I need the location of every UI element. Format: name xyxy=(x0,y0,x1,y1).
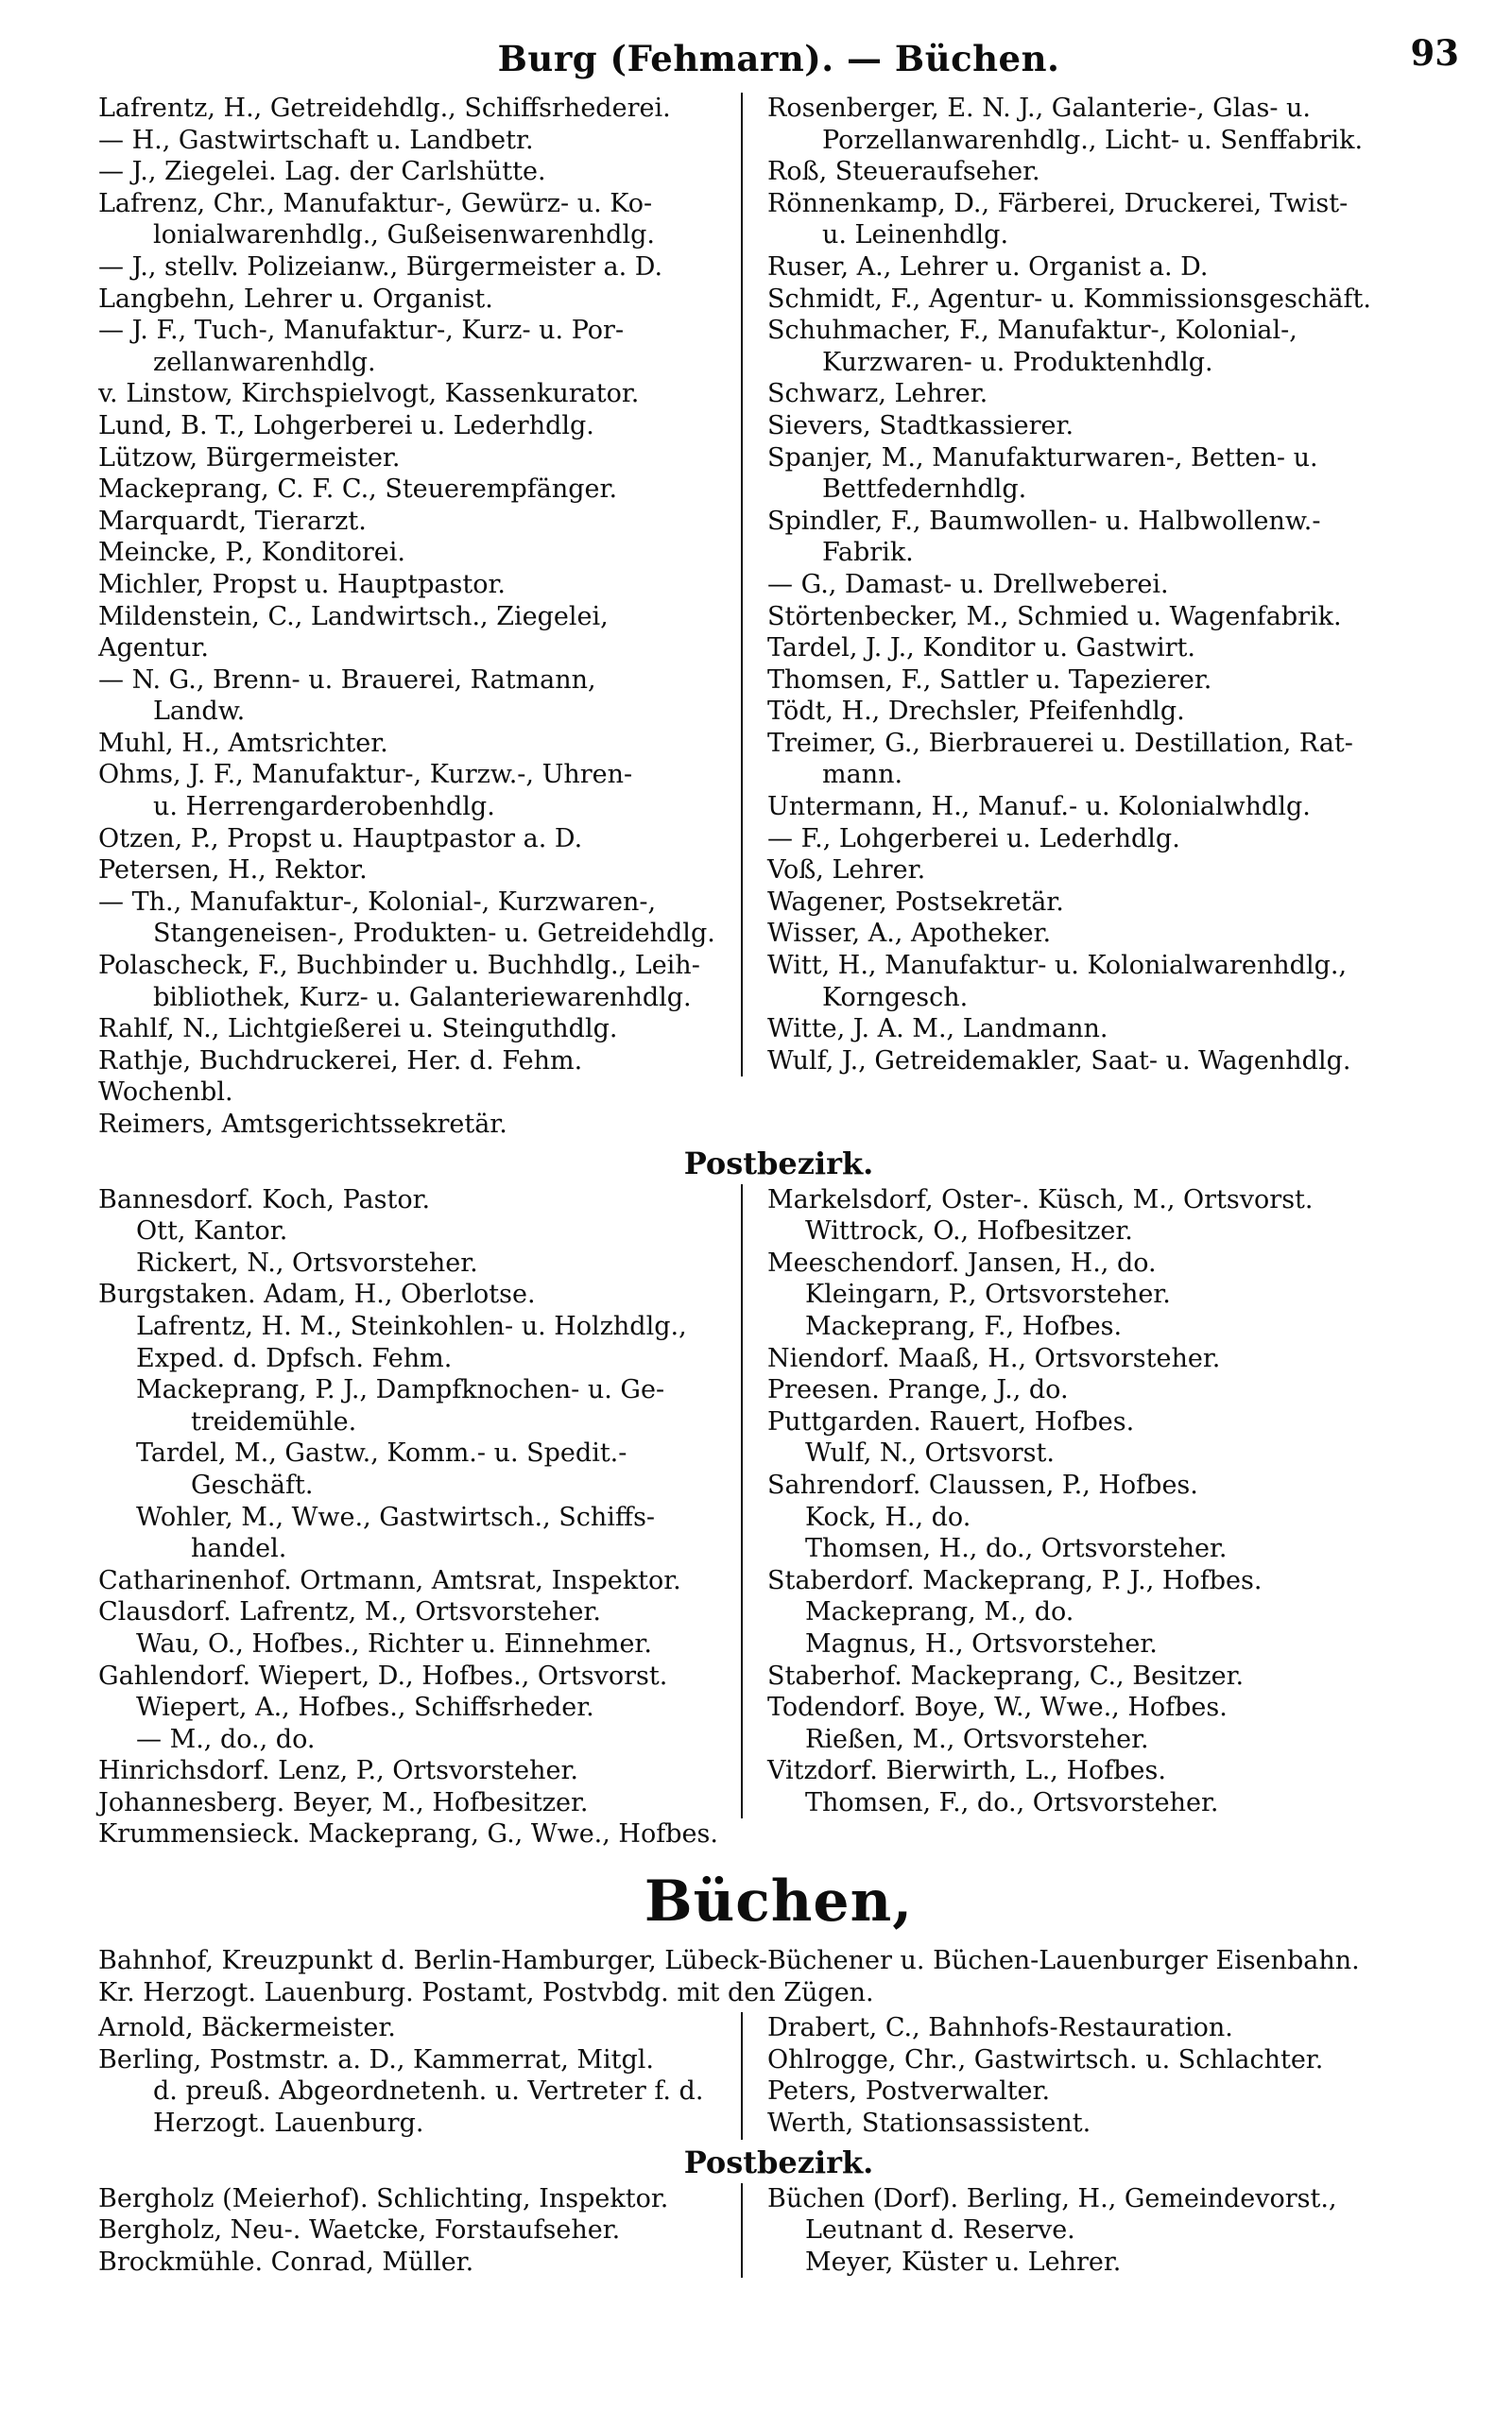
place-heading: Büchen, xyxy=(644,1869,914,1936)
entry-text: — H., Gastwirtschaft u. Landbetr. xyxy=(98,125,534,155)
entry-text: Burgstaken. Adam, H., Oberlotse. xyxy=(98,1280,536,1310)
entry-text: Wagener, Postsekretär. xyxy=(767,887,1064,917)
directory-entry xyxy=(98,1565,724,1597)
directory-entry xyxy=(98,728,724,760)
entry-text: Ohms, J. F., Manufaktur-, Kurzw.-, Uhren- xyxy=(98,760,633,790)
directory-entry xyxy=(98,1818,724,1851)
entry-text: Leutnant d. Reserve. xyxy=(805,2215,1075,2246)
entry-text: Spindler, F., Baumwollen- u. Halbwollenw.- xyxy=(767,506,1321,536)
entry-text: Rahlf, N., Lichtgießerei u. Steinguthdlg. xyxy=(98,1014,618,1044)
entry-text: Untermann, H., Manuf.- u. Kolonialwhdlg. xyxy=(767,792,1311,822)
directory-entry xyxy=(98,1724,724,1756)
directory-entry xyxy=(98,759,724,822)
entry-text: Reimers, Amtsgerichtssekretär. xyxy=(98,1110,507,1139)
entry-continuation: u. Leinenhdlg. xyxy=(822,220,1009,250)
entry-text: Catharinenhof. Ortmann, Amtsrat, Inspektor. xyxy=(98,1565,681,1595)
directory-entry xyxy=(767,664,1459,697)
directory-entry xyxy=(98,378,724,410)
entry-text: Thomsen, F., do., Ortsvorsteher. xyxy=(805,1787,1219,1817)
directory-entry xyxy=(98,601,724,664)
entry-continuation: lonialwarenhdlg., Gußeisenwarenhdlg. xyxy=(153,220,655,250)
directory-entry xyxy=(98,1502,724,1565)
entry-text: Exped. d. Dpfsch. Fehm. xyxy=(136,1343,453,1373)
directory-entry xyxy=(98,284,724,316)
entry-text: Ruser, A., Lehrer u. Organist a. D. xyxy=(767,251,1209,282)
postbezirk-heading: Postbezirk. xyxy=(683,2144,874,2180)
directory-entry xyxy=(98,410,724,442)
directory-entry xyxy=(98,1787,724,1819)
directory-entry xyxy=(98,2247,724,2279)
directory-entry xyxy=(98,251,724,284)
entry-text: Meeschendorf. Jansen, H., do. xyxy=(767,1248,1157,1278)
entry-text: Wau, O., Hofbes., Richter u. Einnehmer. xyxy=(136,1628,652,1659)
entry-text: Thomsen, H., do., Ortsvorsteher. xyxy=(805,1534,1228,1564)
directory-entry xyxy=(98,1311,724,1343)
entry-text: Rathje, Buchdruckerei, Her. d. Fehm. Wochenbl. xyxy=(98,1045,583,1108)
directory-entry xyxy=(98,1374,724,1438)
directory-entry xyxy=(767,442,1459,506)
directory-entry xyxy=(767,1248,1459,1280)
directory-entry xyxy=(767,188,1459,251)
directory-entry xyxy=(767,2214,1459,2247)
directory-entry xyxy=(98,2183,724,2215)
entry-text: Staberdorf. Mackeprang, P. J., Hofbes. xyxy=(767,1565,1263,1595)
entry-text: Peters, Postverwalter. xyxy=(767,2076,1051,2107)
entry-text: Sievers, Stadtkassierer. xyxy=(767,410,1074,440)
burg-left-column xyxy=(98,93,741,1141)
entry-text: Büchen (Dorf). Berling, H., Gemeindevorst., xyxy=(767,2183,1337,2213)
directory-entry xyxy=(767,1565,1459,1597)
entry-text: Mackeprang, C. F. C., Steuerempfänger. xyxy=(98,474,618,505)
directory-entry xyxy=(767,1184,1459,1216)
entry-text: Kleingarn, P., Ortsvorsteher. xyxy=(805,1280,1171,1310)
entry-text: Arnold, Bäckermeister. xyxy=(98,2013,396,2043)
entry-continuation: u. Herrengarderobenhdlg. xyxy=(153,792,495,822)
directory-entry xyxy=(767,1661,1459,1693)
directory-entry xyxy=(98,2214,724,2247)
entry-text: Thomsen, F., Sattler u. Tapezierer. xyxy=(767,664,1212,695)
postbezirk-heading: Postbezirk. xyxy=(683,1145,874,1181)
entry-text: Hinrichsdorf. Lenz, P., Ortsvorsteher. xyxy=(98,1756,578,1786)
postbezirk-right-column xyxy=(741,2183,1459,2279)
entry-continuation: Fabrik. xyxy=(822,538,914,568)
entry-text: Treimer, G., Bierbrauerei u. Destillation, Rat- xyxy=(767,728,1353,758)
burg-right-column xyxy=(741,93,1459,1076)
directory-entry xyxy=(98,1755,724,1787)
entry-continuation: Porzellanwarenhdlg., Licht- u. Senffabrik. xyxy=(822,125,1364,155)
directory-entry xyxy=(98,2012,724,2044)
directory-entry xyxy=(767,2075,1459,2108)
entry-text: Krummensieck. Mackeprang, G., Wwe., Hofbes. xyxy=(98,1819,718,1850)
directory-entry xyxy=(767,1215,1459,1248)
entry-text: — F., Lohgerberei u. Lederhdlg. xyxy=(767,823,1180,853)
directory-entry xyxy=(767,1533,1459,1565)
entry-text: Mackeprang, F., Hofbes. xyxy=(805,1311,1123,1341)
directory-entry xyxy=(98,537,724,569)
burg-postbezirk xyxy=(98,1184,1459,1851)
entry-text: Ohlrogge, Chr., Gastwirtsch. u. Schlachter. xyxy=(767,2044,1324,2075)
directory-entry xyxy=(98,315,724,378)
buechen-postbezirk xyxy=(98,2183,1459,2279)
directory-entry xyxy=(767,887,1459,919)
page-title: Burg (Fehmarn). — Büchen. xyxy=(497,38,1060,79)
entry-text: Mackeprang, M., do. xyxy=(805,1597,1074,1627)
intro-line: Kr. Herzogt. Lauenburg. Postamt, Postvbdg. mit den Zügen. xyxy=(98,1977,874,2007)
directory-entry xyxy=(98,506,724,538)
directory-entry xyxy=(767,1279,1459,1311)
entry-text: Rönnenkamp, D., Färberei, Druckerei, Twist- xyxy=(767,188,1349,218)
entry-text: Polascheck, F., Buchbinder u. Buchhdlg., Leih- xyxy=(98,951,700,981)
directory-entry xyxy=(767,854,1459,887)
directory-entry xyxy=(98,1596,724,1628)
postbezirk-right-column xyxy=(741,1184,1459,1819)
entry-text: Markelsdorf, Oster-. Küsch, M., Ortsvorst. xyxy=(767,1184,1314,1214)
directory-entry xyxy=(98,887,724,950)
entry-text: Bannesdorf. Koch, Pastor. xyxy=(98,1184,431,1214)
directory-entry xyxy=(98,950,724,1013)
entry-text: Ott, Kantor. xyxy=(136,1216,288,1247)
entry-continuation: Landw. xyxy=(153,697,246,727)
entry-text: Witt, H., Manufaktur- u. Kolonialwarenhdlg., xyxy=(767,951,1348,981)
directory-entry xyxy=(767,2108,1459,2140)
entry-text: Meincke, P., Konditorei. xyxy=(98,538,405,568)
entry-text: Rickert, N., Ortsvorsteher. xyxy=(136,1248,478,1278)
entry-text: Lund, B. T., Lohgerberei u. Lederhdlg. xyxy=(98,410,594,440)
entry-text: Wittrock, O., Hofbesitzer. xyxy=(805,1216,1133,1247)
directory-entry xyxy=(767,1502,1459,1534)
entry-text: Langbehn, Lehrer u. Organist. xyxy=(98,284,493,314)
entry-text: Wulf, J., Getreidemakler, Saat- u. Wagenhdlg. xyxy=(767,1045,1351,1076)
directory-entry xyxy=(767,1787,1459,1819)
entry-text: Wulf, N., Ortsvorst. xyxy=(805,1438,1055,1469)
entry-text: Witte, J. A. M., Landmann. xyxy=(767,1014,1108,1044)
entry-text: Petersen, H., Rektor. xyxy=(98,855,368,886)
directory-entry xyxy=(767,93,1459,156)
entry-text: Otzen, P., Propst u. Hauptpastor a. D. xyxy=(98,823,583,853)
directory-entry xyxy=(767,1692,1459,1724)
entry-text: Clausdorf. Lafrentz, M., Ortsvorsteher. xyxy=(98,1597,601,1627)
directory-entry xyxy=(767,1343,1459,1375)
entry-text: Tardel, M., Gastw., Komm.- u. Spedit.- xyxy=(136,1438,627,1469)
directory-entry xyxy=(767,2044,1459,2076)
directory-entry xyxy=(98,664,724,728)
directory-entry xyxy=(98,854,724,887)
entry-text: Werth, Stationsassistent. xyxy=(767,2109,1091,2139)
entry-text: Lafrentz, H., Getreidehdlg., Schiffsrhederei. xyxy=(98,94,671,123)
entry-text: Michler, Propst u. Hauptpastor. xyxy=(98,569,506,599)
directory-entry xyxy=(767,1724,1459,1756)
directory-entry xyxy=(767,1013,1459,1045)
directory-entry xyxy=(98,1343,724,1375)
entry-text: Mackeprang, P. J., Dampfknochen- u. Ge- xyxy=(136,1375,665,1405)
directory-entry xyxy=(98,1045,724,1109)
directory-entry xyxy=(767,506,1459,569)
directory-entry xyxy=(767,950,1459,1013)
entry-text: — J. F., Tuch-, Manufaktur-, Kurz- u. Por- xyxy=(98,316,625,346)
directory-entry xyxy=(767,791,1459,823)
directory-entry xyxy=(98,2044,724,2140)
entry-text: Wohler, M., Wwe., Gastwirtsch., Schiffs- xyxy=(136,1502,656,1532)
directory-entry xyxy=(767,1311,1459,1343)
entry-text: Vitzdorf. Bierwirth, L., Hofbes. xyxy=(767,1756,1166,1786)
entry-text: — Th., Manufaktur-, Kolonial-, Kurzwaren-, xyxy=(98,887,657,917)
directory-entry xyxy=(98,125,724,157)
directory-entry xyxy=(98,188,724,251)
directory-entry xyxy=(767,1374,1459,1406)
entry-text: Berling, Postmstr. a. D., Kammerrat, Mitgl. xyxy=(98,2044,654,2075)
directory-entry xyxy=(767,569,1459,601)
burg-residents xyxy=(98,93,1459,1141)
entry-text: Wisser, A., Apotheker. xyxy=(767,919,1052,949)
entry-text: Todendorf. Boye, W., Wwe., Hofbes. xyxy=(767,1693,1228,1723)
entry-text: Muhl, H., Amtsrichter. xyxy=(98,728,388,758)
directory-entry xyxy=(767,2247,1459,2279)
directory-entry xyxy=(98,569,724,601)
directory-entry xyxy=(98,1215,724,1248)
entry-text: — G., Damast- u. Drellweberei. xyxy=(767,569,1169,599)
entry-text: Gahlendorf. Wiepert, D., Hofbes., Ortsvorst. xyxy=(98,1661,668,1691)
directory-entry xyxy=(98,1628,724,1661)
entry-text: Roß, Steueraufseher. xyxy=(767,157,1040,187)
directory-entry xyxy=(767,601,1459,633)
buechen-residents xyxy=(98,2012,1459,2139)
entry-text: Tardel, J. J., Konditor u. Gastwirt. xyxy=(767,633,1195,663)
page-number: 93 xyxy=(1410,32,1459,74)
buechen-left-column xyxy=(98,2012,741,2139)
directory-entry xyxy=(767,410,1459,442)
page-header xyxy=(98,25,1459,93)
entry-text: — M., do., do. xyxy=(136,1724,316,1754)
directory-entry xyxy=(98,1109,724,1141)
entry-continuation: d. preuß. Abgeordnetenh. u. Vertreter f. d. xyxy=(153,2076,704,2107)
directory-entry xyxy=(767,2183,1459,2215)
directory-entry xyxy=(98,1692,724,1724)
entry-continuation: Kurzwaren- u. Produktenhdlg. xyxy=(822,347,1213,377)
directory-entry xyxy=(767,156,1459,188)
buechen-right-column xyxy=(741,2012,1459,2139)
entry-text: — J., stellv. Polizeianw., Bürgermeister a. D. xyxy=(98,251,663,282)
directory-entry xyxy=(767,1628,1459,1661)
entry-text: — N. G., Brenn- u. Brauerei, Ratmann, xyxy=(98,664,596,695)
directory-entry xyxy=(767,315,1459,378)
directory-entry xyxy=(767,378,1459,410)
entry-text: Tödt, H., Drechsler, Pfeifenhdlg. xyxy=(767,697,1185,727)
intro-line: Bahnhof, Kreuzpunkt d. Berlin-Hamburger, Lübeck-Büchener u. Büchen-Lauenburger Eisenbahn. xyxy=(98,1946,1360,1976)
directory-entry xyxy=(98,93,724,125)
entry-text: Staberhof. Mackeprang, C., Besitzer. xyxy=(767,1661,1245,1691)
entry-text: Sahrendorf. Claussen, P., Hofbes. xyxy=(767,1470,1198,1500)
entry-text: Preesen. Prange, J., do. xyxy=(767,1375,1069,1405)
directory-entry xyxy=(767,696,1459,728)
entry-text: Störtenbecker, M., Schmied u. Wagenfabrik. xyxy=(767,601,1342,631)
directory-entry xyxy=(767,632,1459,664)
entry-text: Rießen, M., Ortsvorsteher. xyxy=(805,1724,1149,1754)
entry-continuation: bibliothek, Kurz- u. Galanteriewarenhdlg. xyxy=(153,982,692,1012)
entry-text: Schwarz, Lehrer. xyxy=(767,379,988,409)
entry-continuation: Stangeneisen-, Produkten- u. Getreidehdlg. xyxy=(153,919,715,949)
entry-text: Drabert, C., Bahnhofs-Restauration. xyxy=(767,2013,1233,2043)
directory-entry xyxy=(767,823,1459,855)
postbezirk-left-column xyxy=(98,1184,741,1851)
entry-continuation: Bettfedernhdlg. xyxy=(822,474,1027,505)
entry-text: Mildenstein, C., Landwirtsch., Ziegelei, Agentur. xyxy=(98,601,609,663)
place-intro xyxy=(98,1945,1459,2008)
directory-entry xyxy=(767,251,1459,284)
directory-entry xyxy=(98,1438,724,1501)
directory-entry xyxy=(98,442,724,474)
entry-continuation: treidemühle. xyxy=(191,1406,357,1437)
entry-text: Schmidt, F., Agentur- u. Kommissionsgeschäft. xyxy=(767,284,1371,314)
directory-entry xyxy=(98,1184,724,1216)
entry-text: Wiepert, A., Hofbes., Schiffsrheder. xyxy=(136,1693,594,1723)
directory-entry xyxy=(98,1013,724,1045)
entry-continuation: mann. xyxy=(822,760,903,790)
entry-text: Bergholz (Meierhof). Schlichting, Inspektor. xyxy=(98,2183,669,2213)
directory-entry xyxy=(767,1470,1459,1502)
directory-entry xyxy=(98,474,724,506)
entry-text: Lafrentz, H. M., Steinkohlen- u. Holzhdlg., xyxy=(136,1311,687,1341)
directory-entry xyxy=(98,1661,724,1693)
entry-continuation: Korngesch. xyxy=(822,982,969,1012)
entry-text: Magnus, H., Ortsvorsteher. xyxy=(805,1628,1158,1659)
entry-text: Rosenberger, E. N. J., Galanterie-, Glas- u. xyxy=(767,94,1312,123)
entry-text: Schuhmacher, F., Manufaktur-, Kolonial-, xyxy=(767,316,1297,346)
entry-text: Puttgarden. Rauert, Hofbes. xyxy=(767,1406,1135,1437)
directory-entry xyxy=(98,156,724,188)
entry-continuation: Herzogt. Lauenburg. xyxy=(153,2109,424,2139)
directory-entry xyxy=(98,823,724,855)
entry-text: Niendorf. Maaß, H., Ortsvorsteher. xyxy=(767,1343,1221,1373)
directory-entry xyxy=(767,284,1459,316)
entry-continuation: handel. xyxy=(191,1534,287,1564)
entry-text: Bergholz, Neu-. Waetcke, Forstaufseher. xyxy=(98,2215,621,2246)
entry-text: v. Linstow, Kirchspielvogt, Kassenkurator. xyxy=(98,379,640,409)
entry-continuation: zellanwarenhdlg. xyxy=(153,347,376,377)
entry-text: Johannesberg. Beyer, M., Hofbesitzer. xyxy=(98,1787,589,1817)
entry-text: Lafrenz, Chr., Manufaktur-, Gewürz- u. Ko- xyxy=(98,188,653,218)
directory-entry xyxy=(767,1755,1459,1787)
entry-text: Meyer, Küster u. Lehrer. xyxy=(805,2247,1122,2277)
entry-text: Brockmühle. Conrad, Müller. xyxy=(98,2247,474,2277)
entry-text: Voß, Lehrer. xyxy=(767,855,926,886)
directory-entry xyxy=(98,1248,724,1280)
directory-entry xyxy=(767,1045,1459,1077)
entry-text: Marquardt, Tierarzt. xyxy=(98,506,367,536)
entry-text: Kock, H., do. xyxy=(805,1502,971,1532)
entry-text: Spanjer, M., Manufakturwaren-, Betten- u. xyxy=(767,442,1318,473)
entry-text: Lützow, Bürgermeister. xyxy=(98,442,401,473)
directory-entry xyxy=(767,1596,1459,1628)
directory-entry xyxy=(767,918,1459,950)
postbezirk-left-column xyxy=(98,2183,741,2279)
directory-entry xyxy=(98,1279,724,1311)
directory-entry xyxy=(767,1406,1459,1438)
entry-text: — J., Ziegelei. Lag. der Carlshütte. xyxy=(98,157,546,187)
entry-continuation: Geschäft. xyxy=(191,1470,314,1500)
directory-entry xyxy=(767,1438,1459,1470)
directory-entry xyxy=(767,2012,1459,2044)
directory-entry xyxy=(767,728,1459,791)
